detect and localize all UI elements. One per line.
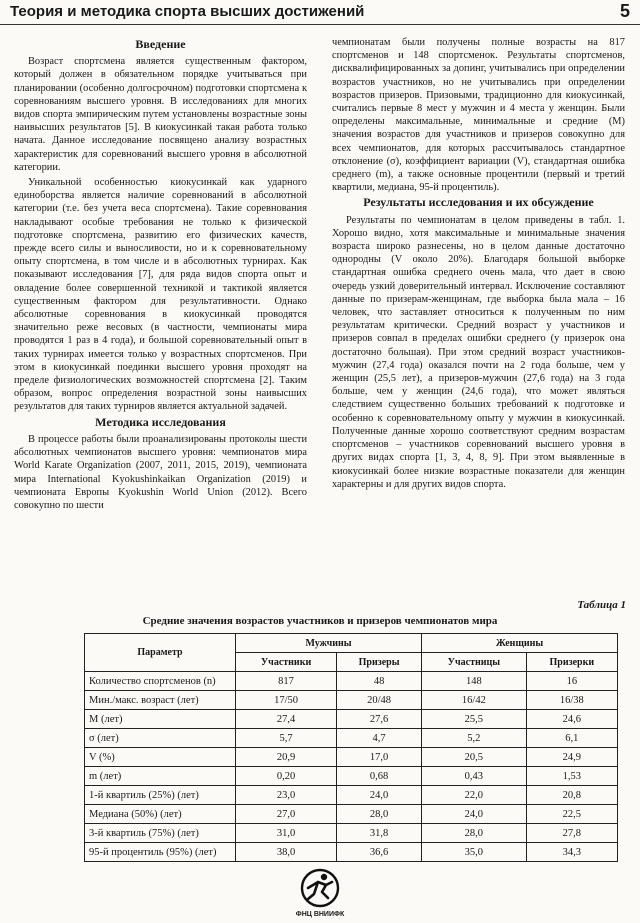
table-row xyxy=(85,843,618,862)
cell-value: 24,0 xyxy=(337,786,422,805)
row-parameter: Медиана (50%) (лет) xyxy=(85,805,236,824)
journal-title: Теория и методика спорта высших достижений xyxy=(10,3,365,20)
cell-value: 48 xyxy=(337,672,422,691)
cell-value: 16 xyxy=(526,672,617,691)
param-header: Параметр xyxy=(85,634,236,672)
cell-value: 4,7 xyxy=(337,729,422,748)
row-parameter: m (лет) xyxy=(85,767,236,786)
cell-value: 35,0 xyxy=(422,843,527,862)
cell-value: 24,9 xyxy=(526,748,617,767)
cell-value: 817 xyxy=(236,672,337,691)
cell-value: 0,20 xyxy=(236,767,337,786)
row-parameter: 1-й квартиль (25%) (лет) xyxy=(85,786,236,805)
cell-value: 27,0 xyxy=(236,805,337,824)
table-label: Таблица 1 xyxy=(577,599,626,611)
cell-value: 31,8 xyxy=(337,824,422,843)
text-columns xyxy=(14,36,626,596)
cell-value: 0,68 xyxy=(337,767,422,786)
cell-value: 25,5 xyxy=(422,710,527,729)
cell-value: 34,3 xyxy=(526,843,617,862)
publisher-logo xyxy=(285,868,355,918)
cell-value: 20,9 xyxy=(236,748,337,767)
cell-value: 28,0 xyxy=(422,824,527,843)
cell-value: 28,0 xyxy=(337,805,422,824)
paragraph: В процессе работы были проанализированы протоколы шести абсолютных чемпионатов высшего уровня: чемпионатов мира World Karate Organization (2007, 2011, 2015, 2019), чемпионата мира International Kyokushinkaikan Organization (2019) и чемпионата Европы Kyokushin World Union (2012). Всего совокупно по шести xyxy=(14,433,307,511)
cell-value: 23,0 xyxy=(236,786,337,805)
cell-value: 22,5 xyxy=(526,805,617,824)
cell-value: 16/38 xyxy=(526,691,617,710)
men-header: Мужчины xyxy=(236,634,422,653)
cell-value: 20/48 xyxy=(337,691,422,710)
cell-value: 27,6 xyxy=(337,710,422,729)
cell-value: 5,2 xyxy=(422,729,527,748)
logo-caption: ФНЦ ВНИИФК xyxy=(295,911,345,918)
cell-value: 20,5 xyxy=(422,748,527,767)
subheader: Участницы xyxy=(422,653,527,672)
cell-value: 22,0 xyxy=(422,786,527,805)
page-header xyxy=(0,0,640,25)
cell-value: 24,0 xyxy=(422,805,527,824)
right-column xyxy=(332,36,625,493)
row-parameter: 3-й квартиль (75%) (лет) xyxy=(85,824,236,843)
women-header: Женщины xyxy=(422,634,618,653)
cell-value: 5,7 xyxy=(236,729,337,748)
paragraph: Уникальной особенностью киокусинкай как ударного единоборства является наличие соревнований в абсолютной категории (т.е. без учета веса спортсмена). Такие соревнования накладывают особые требования не только к физической подготовке спортсмена, развитию его физических качеств, прежде всего силы и выносливости, но и к соревновательному опыту спортсмена, в том числе и в абсолютных турнирах. Как показывают исследования [7], для ряда видов спорта опыт и овладение более совершенной техникой и тактикой является существенным фактором для результативности. Однако абсолютные соревнования в киокусинкай проводятся значительно реже весовых (в частности, чемпионаты мира проводятся 1 раз в 4 года), и большой соревновательный опыт в таких турнирах имеется только у возрастных спортсменов. При этом в киокусинкай поединки высшего уровня проходят на пределе физиологических возможностей спортсмена [2]. Таким образом, вопрос определения возрастной зоны наивысших результатов для таких турниров является актуальной задачей. xyxy=(14,177,307,413)
runner-logo-icon xyxy=(298,868,342,908)
section-title-results: Результаты исследования и их обсуждение xyxy=(363,195,594,210)
paragraph: Возраст спортсмена является существенным фактором, который должен в обязательном порядке учитываться при планировании (особенно долгосрочном) подготовки спортсмена к соревнованиям высшего уровня. В исследованиях для многих видов спорта эмпирическим путем установлены возрастные зоны наивысших результатов [5]. В киокусинкай такая работа только начата. Данное исследование посвящено анализу возрастных характеристик для соревнований высшего уровня в абсолютной категории. xyxy=(14,56,307,173)
cell-value: 31,0 xyxy=(236,824,337,843)
subheader: Участники xyxy=(236,653,337,672)
row-parameter: Количество спортсменов (n) xyxy=(85,672,236,691)
table-row xyxy=(85,767,618,786)
table-row xyxy=(85,710,618,729)
cell-value: 27,4 xyxy=(236,710,337,729)
table-title: Средние значения возрастов участников и призеров чемпионатов мира xyxy=(142,615,498,627)
cell-value: 38,0 xyxy=(236,843,337,862)
cell-value: 24,6 xyxy=(526,710,617,729)
paragraph: Результаты по чемпионатам в целом приведены в табл. 1. Хорошо видно, хотя максимальные и минимальные значения возраста широко разнесены, но в целом данные достаточно однородны (V около 20%). Благодаря большой выборке стандартная ошибка среднего очень мала, что дает в свою очередь узкий доверительный интервал. Исключение составляют данные по призерам-женщинам, где выборка была мала – 16 человек, что заставляет относиться к полученным по ним результатам критически. Средний возраст у участников и призеров совпал в пределах ошибки среднего (у призерок она достаточно большая). При этом средний возраст участников-мужчин (27,4 года) оказался почти на 2 года больше, чем у женщин (25,5 лет), а призеров-мужчин (27,6 года) на 3 года больше, чем у женщин (24,6 года), что может являться следствием существенно больших требований к подготовке и особенно к соревновательному опыту у мужчин в киокусинкай. Полученные данные хорошо соответствуют средним возрастам спортсменов – участников соревнований высшего уровня в других видах спорта [1, 3, 4, 8, 9]. При этом выявленные в киокусинкай более низкие возрастные показатели для женщин характерны и для других видов спорта. xyxy=(332,214,625,490)
table-row xyxy=(85,729,618,748)
cell-value: 20,8 xyxy=(526,786,617,805)
row-parameter: Мин./макс. возраст (лет) xyxy=(85,691,236,710)
cell-value: 0,43 xyxy=(422,767,527,786)
cell-value: 6,1 xyxy=(526,729,617,748)
row-parameter: V (%) xyxy=(85,748,236,767)
cell-value: 1,53 xyxy=(526,767,617,786)
cell-value: 17,0 xyxy=(337,748,422,767)
section-title-methods: Методика исследования xyxy=(95,414,226,429)
section-title-introduction: Введение xyxy=(135,37,186,51)
table-row xyxy=(85,691,618,710)
subheader: Призерки xyxy=(526,653,617,672)
page-number: 5 xyxy=(619,1,630,21)
subheader: Призеры xyxy=(337,653,422,672)
table-body xyxy=(85,672,618,862)
table-row xyxy=(85,672,618,691)
cell-value: 16/42 xyxy=(422,691,527,710)
cell-value: 17/50 xyxy=(236,691,337,710)
table-row xyxy=(85,748,618,767)
row-parameter: 95-й процентиль (95%) (лет) xyxy=(85,843,236,862)
paragraph: чемпионатам были получены полные возрасты на 817 спортсменов и 148 спортсменок. Результаты спортсменов, дисквалифицированных за допинг, учитывались при определении возрастов участников, но не учитывались при определении возрастов призеров. Призовыми, традиционно для киокусинкай, считались первые 8 мест у мужчин и 4 места у женщин. Были определены максимальные, минимальные и средние (M) значения возрастов для участников и призеров совокупно для всех чемпионатов, для которых рассчитывалось стандартное отклонение (σ), коэффициент вариации (V), стандартная ошибка среднего (m), а также основные процентили (первый и третий квартили, медиана, 95-й процентиль). xyxy=(332,37,625,194)
table-row xyxy=(85,786,618,805)
row-parameter: σ (лет) xyxy=(85,729,236,748)
age-statistics-table xyxy=(84,633,618,862)
table-row xyxy=(85,805,618,824)
cell-value: 36,6 xyxy=(337,843,422,862)
cell-value: 148 xyxy=(422,672,527,691)
left-column xyxy=(14,36,307,514)
cell-value: 27,8 xyxy=(526,824,617,843)
row-parameter: M (лет) xyxy=(85,710,236,729)
table-row xyxy=(85,824,618,843)
